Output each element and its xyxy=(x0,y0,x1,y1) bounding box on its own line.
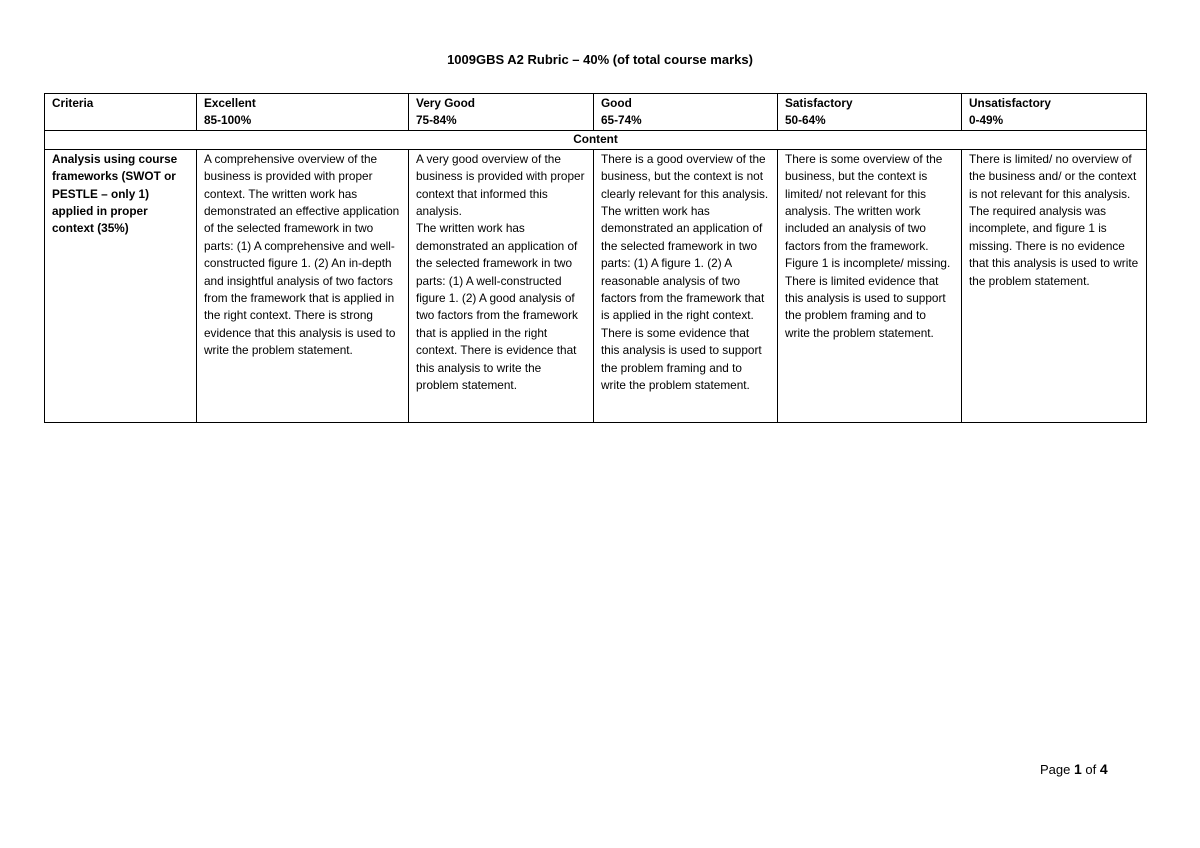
criteria-header: Criteria xyxy=(45,94,197,131)
rubric-cell-unsatisfactory: There is limited/ no overview of the business and/ or the context is not relevant for this analysis. The required analysis was incomplete, and figure 1 is missing. There is no evidence that this analysis is used to write the problem statement. xyxy=(962,149,1147,422)
table-row xyxy=(45,149,1147,422)
column-range: 65-74% xyxy=(601,113,642,128)
column-name: Good xyxy=(601,96,632,110)
page-label: Page xyxy=(1040,762,1071,777)
rubric-cell-satisfactory: There is some overview of the business, but the context is limited/ not relevant for this analysis. The written work included an analysis of two factors from the framework. Figure 1 is incomplete/ missing. There is limited evidence that this analysis is used to support the problem framing and to write the problem statement. xyxy=(778,149,962,422)
column-range: 50-64% xyxy=(785,113,826,128)
column-range: 75-84% xyxy=(416,113,457,128)
column-header-satisfactory xyxy=(778,94,962,131)
page-total: 4 xyxy=(1099,761,1108,777)
column-name: Very Good xyxy=(416,96,476,110)
table-header-row xyxy=(45,94,1147,131)
column-range: 85-100% xyxy=(204,113,252,128)
page-of: of xyxy=(1085,762,1097,777)
column-header-unsatisfactory xyxy=(962,94,1147,131)
column-header-very-good xyxy=(409,94,594,131)
document-title: 1009GBS A2 Rubric – 40% (of total course marks) xyxy=(447,52,753,67)
page-number xyxy=(1040,761,1108,777)
column-name: Satisfactory xyxy=(785,96,853,110)
page-current: 1 xyxy=(1074,761,1082,777)
column-name: Unsatisfactory xyxy=(969,96,1051,110)
rubric-cell-excellent: A comprehensive overview of the business is provided with proper context. The written work has demonstrated an effective application of the selected framework in two parts: (1) A comprehensive and well-constructed figure 1. (2) An in-depth and insightful analysis of two factors from the framework that is applied in the right context. There is strong evidence that this analysis is used to write the problem statement. xyxy=(197,149,409,422)
column-header-excellent xyxy=(197,94,409,131)
rubric-cell-good: There is a good overview of the business, but the context is not clearly relevant for this analysis. The written work has demonstrated an application of the selected framework in two parts: (1) A figure 1. (2) A reasonable analysis of two factors from the framework that is applied in the right context. There is some evidence that this analysis is used to support the problem framing and to write the problem statement. xyxy=(594,149,778,422)
criterion-cell: Analysis using course frameworks (SWOT or PESTLE – only 1) applied in proper context (35%) xyxy=(45,149,197,422)
rubric-table xyxy=(44,93,1147,423)
column-header-good xyxy=(594,94,778,131)
section-row xyxy=(45,130,1147,149)
column-range: 0-49% xyxy=(969,113,1004,128)
column-name: Excellent xyxy=(204,96,256,110)
rubric-cell-very-good: A very good overview of the business is provided with proper context that informed this analysis. The written work has demonstrated an application of the selected framework in two parts: (1) A well-constructed figure 1. (2) A good analysis of two factors from the framework that is applied in the right context. There is evidence that this analysis to write the problem statement. xyxy=(409,149,594,422)
section-title: Content xyxy=(45,130,1147,149)
